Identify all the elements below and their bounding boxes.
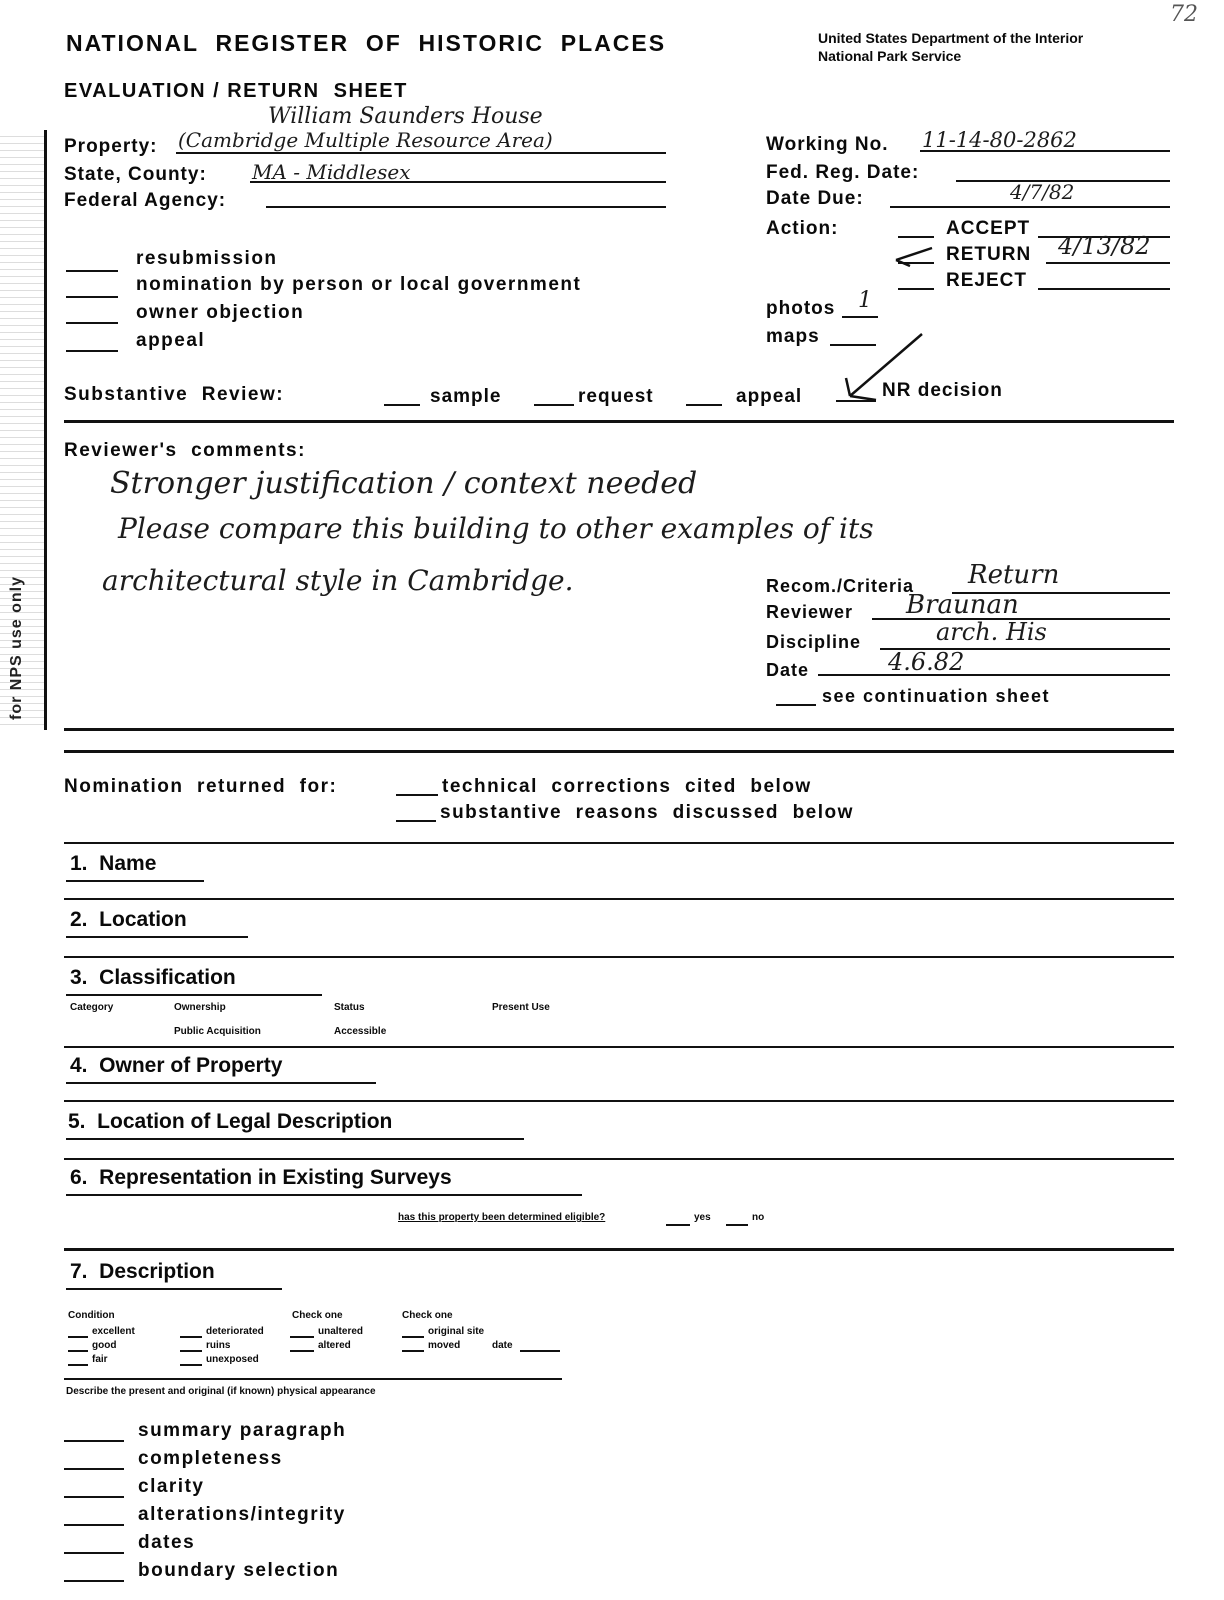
- comment-line-3: architectural style in Cambridge.: [102, 564, 574, 597]
- section-2-underline: [66, 936, 248, 938]
- section-6-underline: [66, 1194, 582, 1196]
- property-label: Property:: [64, 136, 158, 157]
- state-county-line: [250, 181, 666, 183]
- comment-line-2: Please compare this building to other examples of its: [118, 512, 874, 545]
- return-line: [1046, 262, 1170, 264]
- divider-2: [64, 728, 1174, 731]
- working-no-line: [920, 150, 1170, 152]
- appeal-review-option: appeal: [736, 386, 803, 407]
- checklist-summary: summary paragraph: [138, 1420, 347, 1441]
- date-due-value: 4/7/82: [1010, 180, 1075, 204]
- original-site-checkbox[interactable]: [402, 1336, 424, 1338]
- nomination-checkbox[interactable]: [66, 296, 118, 298]
- appeal-checkbox[interactable]: [66, 350, 118, 352]
- state-county-label: State, County:: [64, 164, 207, 185]
- unaltered-checkbox[interactable]: [290, 1336, 314, 1338]
- maps-label: maps: [766, 326, 820, 347]
- divider-4: [64, 842, 1174, 844]
- divider-3: [64, 750, 1174, 753]
- check-one-a: Check one: [292, 1310, 343, 1321]
- date-value: 4.6.82: [888, 648, 965, 676]
- section-4-underline: [66, 1082, 376, 1084]
- return-checkmark: [892, 238, 952, 268]
- nomination-returned-label: Nomination returned for:: [64, 776, 338, 797]
- divider-1: [64, 420, 1174, 423]
- divider-7: [64, 1046, 1174, 1048]
- reject-line: [1038, 288, 1170, 290]
- agency-line-1: United States Department of the Interior: [818, 30, 1084, 46]
- recom-criteria-label: Recom./Criteria: [766, 576, 915, 596]
- discipline-value: arch. His: [936, 618, 1047, 646]
- date-line: [818, 674, 1170, 676]
- clarity-checkbox[interactable]: [64, 1496, 124, 1498]
- s6-no: no: [752, 1212, 765, 1223]
- state-county-value: MA - Middlesex: [252, 160, 411, 184]
- corner-note: 72: [1170, 2, 1198, 27]
- description-divider: [64, 1378, 562, 1380]
- checklist-dates: dates: [138, 1532, 196, 1553]
- discipline-label: Discipline: [766, 632, 862, 652]
- section-6-surveys: 6. Representation in Existing Surveys: [70, 1166, 452, 1189]
- good-checkbox[interactable]: [68, 1350, 88, 1352]
- moved-date-line: [520, 1350, 560, 1352]
- section-3-classification: 3. Classification: [70, 966, 236, 989]
- option-appeal: appeal: [136, 330, 206, 351]
- reviewer-value: Braunan: [906, 590, 1019, 620]
- s6-yes: yes: [694, 1212, 711, 1223]
- date-label: Date: [766, 660, 810, 680]
- dates-checkbox[interactable]: [64, 1552, 124, 1554]
- property-value-line1: William Saunders House: [268, 104, 543, 129]
- s3-status: Status: [334, 1002, 365, 1013]
- technical-option: technical corrections cited below: [442, 776, 812, 797]
- checklist-clarity: clarity: [138, 1476, 205, 1497]
- altered-checkbox[interactable]: [290, 1350, 314, 1352]
- section-4-owner: 4. Owner of Property: [70, 1054, 283, 1077]
- excellent-option: excellent: [92, 1326, 135, 1337]
- action-label: Action:: [766, 218, 839, 239]
- property-value-line2: (Cambridge Multiple Resource Area): [178, 128, 553, 152]
- altered-option: altered: [318, 1340, 351, 1351]
- appeal-review-checkbox[interactable]: [686, 404, 722, 406]
- divider-8: [64, 1100, 1174, 1102]
- boundary-checkbox[interactable]: [64, 1580, 124, 1582]
- date-due-line: [890, 206, 1170, 208]
- section-1-name: 1. Name: [70, 852, 157, 875]
- moved-date-label: date: [492, 1340, 513, 1351]
- working-no-label: Working No.: [766, 134, 889, 155]
- owner-objection-checkbox[interactable]: [66, 322, 118, 324]
- s6-question: has this property been determined eligible?: [398, 1212, 606, 1223]
- option-owner-objection: owner objection: [136, 302, 305, 323]
- nr-decision-option: NR decision: [882, 380, 1003, 401]
- reject-option: REJECT: [946, 270, 1027, 291]
- technical-checkbox[interactable]: [396, 794, 438, 796]
- section-5-legal-description: 5. Location of Legal Description: [68, 1110, 393, 1133]
- check-one-b: Check one: [402, 1310, 453, 1321]
- substantive-review-label: Substantive Review:: [64, 384, 285, 405]
- federal-agency-line: [266, 206, 666, 208]
- form-title: NATIONAL REGISTER OF HISTORIC PLACES: [66, 30, 667, 56]
- return-option: RETURN: [946, 244, 1032, 265]
- property-line: [176, 152, 666, 154]
- alterations-checkbox[interactable]: [64, 1524, 124, 1526]
- checklist-boundary: boundary selection: [138, 1560, 340, 1581]
- describe-instruction: Describe the present and original (if known) physical appearance: [66, 1386, 376, 1397]
- moved-option: moved: [428, 1340, 461, 1351]
- good-option: good: [92, 1340, 117, 1351]
- comment-line-1: Stronger justification / context needed: [110, 466, 698, 501]
- moved-checkbox[interactable]: [402, 1350, 424, 1352]
- return-date: 4/13/82: [1058, 232, 1151, 260]
- deteriorated-option: deteriorated: [206, 1326, 264, 1337]
- reject-checkbox[interactable]: [898, 288, 934, 290]
- s6-no-checkbox[interactable]: [726, 1224, 748, 1226]
- checklist-alterations: alterations/integrity: [138, 1504, 346, 1525]
- section-2-location: 2. Location: [70, 908, 187, 931]
- continuation-checkbox[interactable]: [776, 704, 816, 706]
- s3-public-acquisition: Public Acquisition: [174, 1026, 261, 1037]
- s3-ownership: Ownership: [174, 1002, 226, 1013]
- section-7-description: 7. Description: [70, 1260, 215, 1283]
- unexposed-option: unexposed: [206, 1354, 259, 1365]
- photos-line: [842, 316, 878, 318]
- substantive-checkbox[interactable]: [396, 820, 436, 822]
- completeness-checkbox[interactable]: [64, 1468, 124, 1470]
- checklist-completeness: completeness: [138, 1448, 283, 1469]
- section-5-underline: [66, 1138, 524, 1140]
- s3-accessible: Accessible: [334, 1026, 387, 1037]
- summary-checkbox[interactable]: [64, 1440, 124, 1442]
- original-site-option: original site: [428, 1326, 485, 1337]
- option-resubmission: resubmission: [136, 248, 278, 269]
- federal-agency-label: Federal Agency:: [64, 190, 227, 211]
- s3-present-use: Present Use: [492, 1002, 550, 1013]
- sample-option: sample: [430, 386, 502, 407]
- condition-label: Condition: [68, 1310, 115, 1321]
- fed-reg-date-label: Fed. Reg. Date:: [766, 162, 920, 183]
- continuation-label: see continuation sheet: [822, 686, 1051, 706]
- fair-checkbox[interactable]: [68, 1364, 88, 1366]
- reviewer-label: Reviewer: [766, 602, 854, 622]
- section-3-underline: [66, 994, 322, 996]
- s6-yes-checkbox[interactable]: [666, 1224, 690, 1226]
- ruins-option: ruins: [206, 1340, 231, 1351]
- divider-5: [64, 898, 1174, 900]
- request-option: request: [578, 386, 654, 407]
- deteriorated-checkbox[interactable]: [180, 1336, 202, 1338]
- divider-10: [64, 1248, 1174, 1251]
- spine-text: for NPS use only: [8, 575, 25, 720]
- request-checkbox[interactable]: [534, 404, 574, 406]
- comments-label: Reviewer's comments:: [64, 440, 306, 461]
- ruins-checkbox[interactable]: [180, 1350, 202, 1352]
- divider-9: [64, 1158, 1174, 1160]
- working-no-value: 11-14-80-2862: [922, 128, 1077, 152]
- option-nomination: nomination by person or local government: [136, 274, 582, 295]
- recom-criteria-value: Return: [968, 560, 1060, 590]
- divider-6: [64, 956, 1174, 958]
- date-due-label: Date Due:: [766, 188, 864, 209]
- unexposed-checkbox[interactable]: [180, 1364, 202, 1366]
- s3-category: Category: [70, 1002, 114, 1013]
- fair-option: fair: [92, 1354, 108, 1365]
- photos-value: 1: [858, 288, 872, 313]
- photos-label: photos: [766, 298, 836, 319]
- agency-line-2: National Park Service: [818, 48, 962, 64]
- unaltered-option: unaltered: [318, 1326, 364, 1337]
- section-1-underline: [66, 880, 204, 882]
- sample-checkbox[interactable]: [384, 404, 420, 406]
- form-subtitle: EVALUATION / RETURN SHEET: [64, 80, 408, 102]
- section-7-underline: [66, 1288, 282, 1290]
- accept-option: ACCEPT: [946, 218, 1031, 239]
- resubmission-checkbox[interactable]: [66, 270, 118, 272]
- excellent-checkbox[interactable]: [68, 1336, 88, 1338]
- substantive-option: substantive reasons discussed below: [440, 802, 854, 823]
